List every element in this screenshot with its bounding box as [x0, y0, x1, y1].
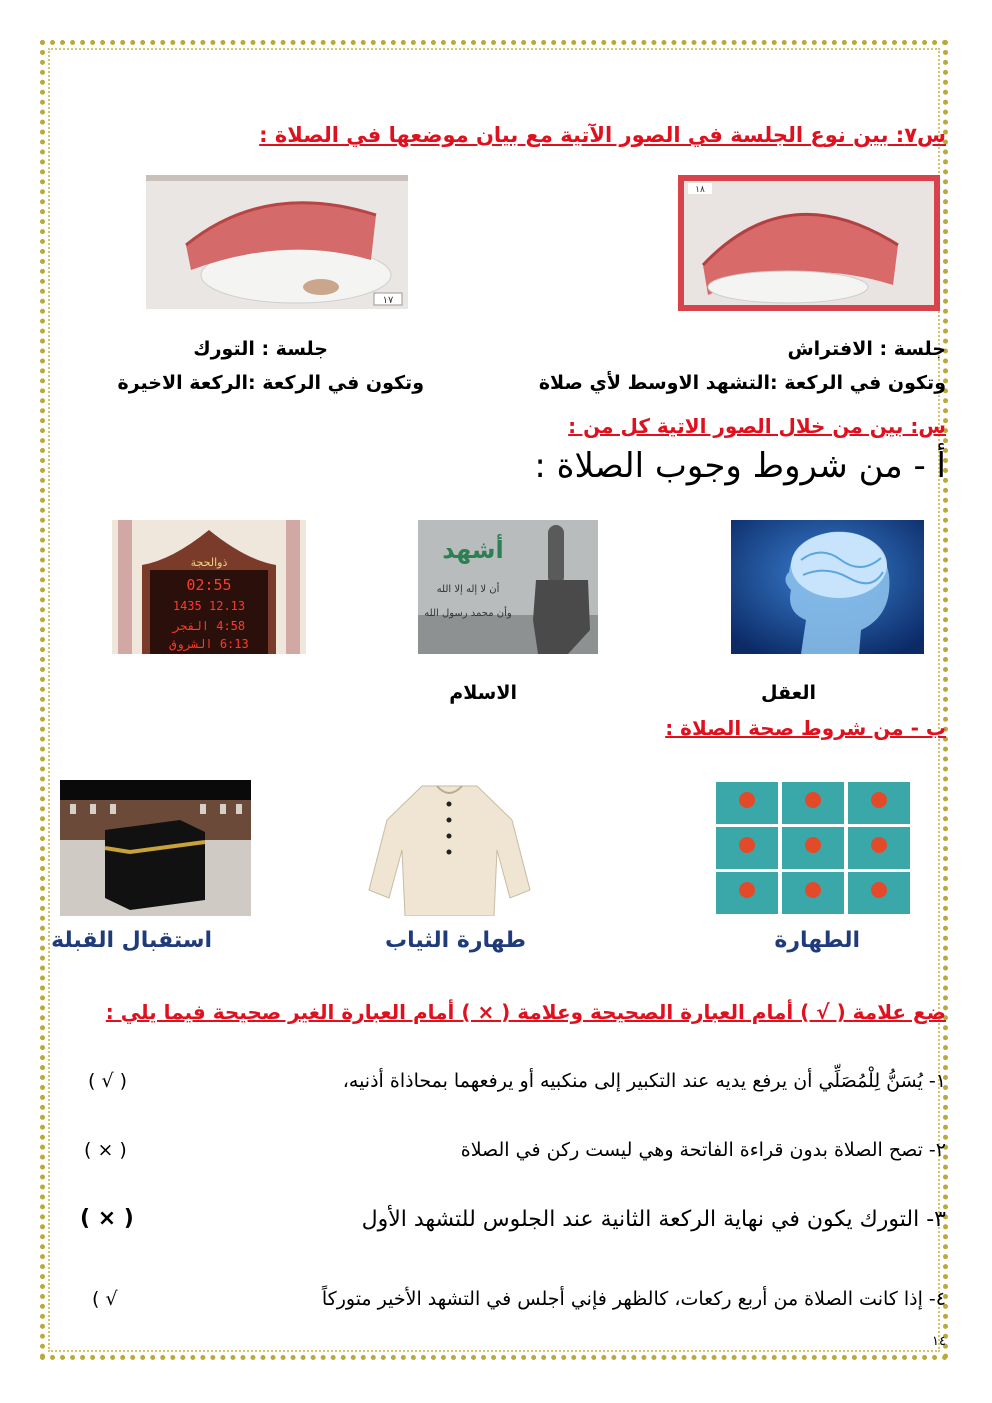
iftirash-photo	[678, 175, 940, 311]
statement-2-mark: ( × )	[84, 1139, 127, 1161]
statement-1-mark: ( √ )	[88, 1070, 128, 1092]
part-b-title: ب - من شروط صحة الصلاة :	[665, 716, 946, 740]
shahada-line1: أن لا إله إلا الله	[436, 584, 500, 595]
tawarruk-type: جلسة : التورك	[193, 338, 328, 360]
thobe-photo	[362, 780, 537, 916]
label-mind: العقل	[760, 682, 816, 704]
clock-date: 12.13 1435	[172, 599, 246, 613]
shahada-word: أشهد	[442, 536, 504, 564]
brain-photo	[731, 520, 924, 654]
statement-3-mark: ( × )	[80, 1206, 134, 1231]
iftirash-place: وتكون في الركعة :التشهد الاوسط لأي صلاة	[538, 372, 946, 394]
kaaba-photo	[60, 780, 251, 916]
label-clothes: طهارة الثياب	[385, 928, 526, 953]
tawarruk-place: وتكون في الركعة :الركعة الاخيرة	[117, 372, 424, 394]
page-number: ١٤	[932, 1334, 946, 1349]
label-qibla: استقبال القبلة	[51, 928, 212, 953]
shahada-photo	[418, 520, 598, 654]
wudu-photo	[714, 780, 912, 916]
tawarruk-photo	[146, 175, 408, 309]
statement-4: ٤- إذا كانت الصلاة من أربع ركعات، كالظهر فإني أجلس في التشهد الأخير متوركاً	[321, 1288, 946, 1310]
tawarruk-badge: ١٧	[382, 295, 394, 306]
shahada-line2: وأن محمد رسول الله	[424, 608, 512, 619]
clock-time: 02:55	[186, 576, 232, 594]
label-purity: الطهارة	[774, 928, 860, 953]
q8-heading: س: بين من خلال الصور الاتية كل من :	[568, 414, 946, 438]
q7-heading: س٧: بين نوع الجلسة في الصور الآتية مع بيان موضعها في الصلاة :	[259, 123, 946, 147]
statement-4-mark: ( √	[92, 1288, 118, 1310]
statement-3: ٣- التورك يكون في نهاية الركعة الثانية عند الجلوس للتشهد الأول	[361, 1207, 946, 1232]
iftirash-badge: ١٨	[695, 185, 705, 195]
iftirash-type: جلسة : الافتراش	[787, 338, 946, 360]
prayer-clock-photo	[112, 520, 306, 654]
clock-month: ذوالحجة	[190, 556, 228, 569]
clock-fajr: 4:58 الفجر	[172, 619, 246, 633]
q9-heading: ضع علامة ( √ ) أمام العبارة الصحيحة وعلامة ( × ) أمام العبارة الغير صحيحة فيما يلي :	[105, 1000, 946, 1024]
label-islam: الاسلام	[449, 682, 517, 704]
clock-shuruq: 6:13 الشروق	[169, 637, 249, 651]
part-a-title: أ - من شروط وجوب الصلاة :	[534, 446, 946, 486]
statement-1: ١- يُسَنُّ لِلْمُصَلِّي أن يرفع يديه عند التكبير إلى منكبيه أو يرفعهما بمحاذاة أذنيه،	[342, 1070, 946, 1092]
statement-2: ٢- تصح الصلاة بدون قراءة الفاتحة وهي ليست ركن في الصلاة	[460, 1139, 946, 1161]
